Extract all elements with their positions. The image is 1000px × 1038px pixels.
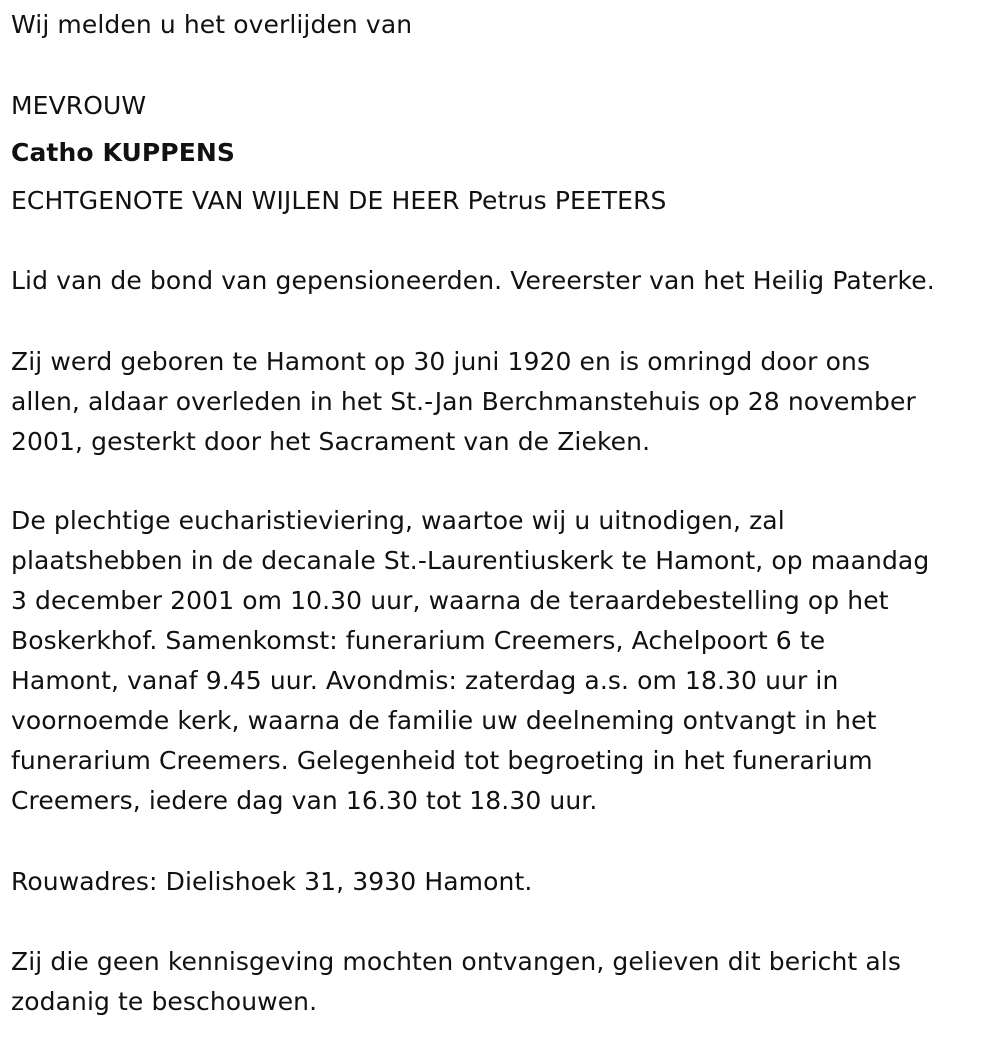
paragraph-line: voornoemde kerk, waarna de familie uw deelneming ontvangt in het [11,706,877,735]
paragraph-line: Zij die geen kennisgeving mochten ontvangen, gelieven dit bericht als [11,947,901,976]
mourning-address: Rouwadres: Dielishoek 31, 3930 Hamont. [11,867,533,896]
paragraph-line: De plechtige eucharistieviering, waartoe wij u uitnodigen, zal [11,506,785,535]
paragraph-line: Boskerkhof. Samenkomst: funerarium Creemers, Achelpoort 6 te [11,626,826,655]
paragraph-line: Creemers, iedere dag van 16.30 tot 18.30 uur. [11,786,598,815]
birth-death-paragraph [11,342,993,462]
paragraph-line: Zij werd geboren te Hamont op 30 juni 1920 en is omringd door ons [11,347,871,376]
paragraph-line: funerarium Creemers. Gelegenheid tot begroeting in het funerarium [11,746,873,775]
paragraph-line: 3 december 2001 om 10.30 uur, waarna de teraardebestelling op het [11,586,889,615]
title-prefix: MEVROUW [11,91,147,120]
paragraph-line: plaatshebben in de decanale St.-Laurentiuskerk te Hamont, op maandag [11,546,930,575]
memberships-text: Lid van de bond van gepensioneerden. Vereerster van het Heilig Paterke. [11,266,935,295]
paragraph-line: Hamont, vanaf 9.45 uur. Avondmis: zaterdag a.s. om 18.30 uur in [11,666,839,695]
spouse-line: ECHTGENOTE VAN WIJLEN DE HEER Petrus PEETERS [11,186,667,215]
paragraph-line: allen, aldaar overleden in het St.-Jan Berchmanstehuis op 28 november [11,387,916,416]
ceremony-paragraph [11,501,993,821]
closing-paragraph [11,942,993,1022]
paragraph-line: 2001, gesterkt door het Sacrament van de Zieken. [11,427,651,456]
paragraph-line: zodanig te beschouwen. [11,987,318,1016]
deceased-name: Catho KUPPENS [11,138,236,167]
intro-text: Wij melden u het overlijden van [11,10,413,39]
